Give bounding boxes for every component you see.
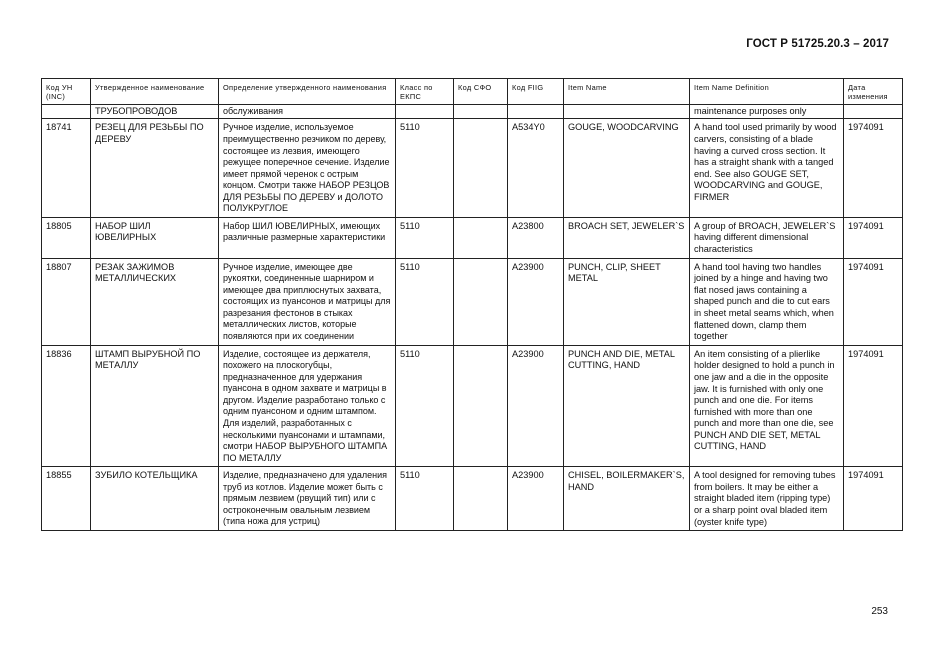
cell-item-name: PUNCH AND DIE, METAL CUTTING, HAND [564, 345, 690, 466]
cell-item-name [564, 104, 690, 119]
column-header-code-un: Код УН (INC) [42, 79, 91, 105]
cell-change-date: 1974091 [844, 119, 903, 217]
cell-approved-definition: обслуживания [219, 104, 396, 119]
cell-approved-name: ШТАМП ВЫРУБНОЙ ПО МЕТАЛЛУ [91, 345, 219, 466]
cell-code-un: 18805 [42, 217, 91, 258]
cell-code-un: 18741 [42, 119, 91, 217]
cell-ekps-class: 5110 [396, 258, 454, 345]
cell-item-name-definition: A hand tool used primarily by wood carvers, consisting of a blade having a curved cross section. It has a straight shank with a tanged end. See also GOUGE SET, WOODCARVING and GOUGE, FIRMER [690, 119, 844, 217]
cell-item-name-definition: maintenance purposes only [690, 104, 844, 119]
cell-sfo-code [454, 104, 508, 119]
cell-approved-definition: Ручное изделие, используемое преимущественно резчиком по дереву, состоящее из лезвия, имеющего режущее поперечное сечение. Изделие имеет прямой черенок с острым концом. Смотри также НАБОР РЕЗЦОВ ДЛЯ РЕЗЬБЫ ПО ДЕРЕВУ и ДОЛОТО ПОЛУКРУГЛОЕ [219, 119, 396, 217]
cell-ekps-class: 5110 [396, 345, 454, 466]
column-header-sfo-code: Код СФО [454, 79, 508, 105]
cell-fiig-code: A534Y0 [508, 119, 564, 217]
cell-approved-name: ЗУБИЛО КОТЕЛЬЩИКА [91, 467, 219, 531]
cell-approved-definition: Изделие, состоящее из держателя, похожего на плоскогубцы, предназначенное для удержания пуансона в одном захвате и матрицы в другом. Изделие разработано только с одним пуансоном и одним штампом. Для изделий, разработанных с несколькими пуансонами и штампами, смотри НАБОР ВЫРУБНОГО ШТАМПА ПО МЕТАЛЛУ [219, 345, 396, 466]
column-header-approved-name: Утвержденное наименование [91, 79, 219, 105]
document-title: ГОСТ Р 51725.20.3 – 2017 [746, 38, 889, 50]
cell-code-un: 18807 [42, 258, 91, 345]
cell-code-un [42, 104, 91, 119]
cell-change-date: 1974091 [844, 258, 903, 345]
cell-item-name-definition: An item consisting of a plierlike holder designed to hold a punch in one jaw and a die in the opposite jaw. It is furnished with only one punch and one die. For items furnished with more than one punch and more than one die, see PUNCH AND DIE SET, METAL CUTTING, HAND [690, 345, 844, 466]
cell-sfo-code [454, 345, 508, 466]
cell-code-un: 18836 [42, 345, 91, 466]
cell-item-name: GOUGE, WOODCARVING [564, 119, 690, 217]
cell-fiig-code: A23900 [508, 258, 564, 345]
table-body [42, 104, 903, 530]
table-header [42, 79, 903, 105]
cell-sfo-code [454, 217, 508, 258]
cell-approved-name: РЕЗАК ЗАЖИМОВ МЕТАЛЛИЧЕСКИХ [91, 258, 219, 345]
catalog-table [41, 78, 903, 531]
cell-code-un: 18855 [42, 467, 91, 531]
column-header-fiig-code: Код FIIG [508, 79, 564, 105]
cell-approved-name: РЕЗЕЦ ДЛЯ РЕЗЬБЫ ПО ДЕРЕВУ [91, 119, 219, 217]
cell-change-date: 1974091 [844, 467, 903, 531]
cell-item-name: BROACH SET, JEWELER`S [564, 217, 690, 258]
column-header-approved-definition: Определение утвержденного наименования [219, 79, 396, 105]
header-row [42, 79, 903, 105]
cell-item-name-definition: A group of BROACH, JEWELER`S having different dimensional characteristics [690, 217, 844, 258]
cell-ekps-class [396, 104, 454, 119]
column-header-item-name-definition: Item Name Definition [690, 79, 844, 105]
cell-ekps-class: 5110 [396, 467, 454, 531]
cell-item-name: CHISEL, BOILERMAKER`S, HAND [564, 467, 690, 531]
table-row [42, 258, 903, 345]
table-row [42, 217, 903, 258]
column-header-item-name: Item Name [564, 79, 690, 105]
cell-sfo-code [454, 119, 508, 217]
cell-approved-definition: Ручное изделие, имеющее две рукоятки, соединенные шарниром и имеющее два приплюснутых захвата, состоящих из пуансонов и матрицы для разрезания фестонов в стыках металлических листов, которые появляются при их соединении [219, 258, 396, 345]
cell-item-name: PUNCH, CLIP, SHEET METAL [564, 258, 690, 345]
column-header-change-date: Дата изменения [844, 79, 903, 105]
table-row [42, 467, 903, 531]
cell-approved-name: НАБОР ШИЛ ЮВЕЛИРНЫХ [91, 217, 219, 258]
cell-change-date: 1974091 [844, 345, 903, 466]
cell-change-date [844, 104, 903, 119]
cell-fiig-code [508, 104, 564, 119]
column-header-ekps-class: Класс по ЕКПС [396, 79, 454, 105]
table-row [42, 345, 903, 466]
table-row-continuation [42, 104, 903, 119]
cell-approved-name: ТРУБОПРОВОДОВ [91, 104, 219, 119]
cell-fiig-code: A23900 [508, 345, 564, 466]
cell-approved-definition: Изделие, предназначено для удаления труб из котлов. Изделие может быть с прямым лезвием (рвущий тип) или с остроконечным овальным лезвием (типа ножа для устриц) [219, 467, 396, 531]
cell-sfo-code [454, 258, 508, 345]
cell-sfo-code [454, 467, 508, 531]
cell-fiig-code: A23900 [508, 467, 564, 531]
cell-item-name-definition: A tool designed for removing tubes from boilers. It may be either a straight bladed item (ripping type) or a sharp point oval bladed item (oyster knife type) [690, 467, 844, 531]
cell-ekps-class: 5110 [396, 217, 454, 258]
cell-ekps-class: 5110 [396, 119, 454, 217]
cell-item-name-definition: A hand tool having two handles joined by a hinge and having two flat nosed jaws containing a shaped punch and die to cut ears in sheet metal seams which, when flattened down, clamp them together [690, 258, 844, 345]
cell-change-date: 1974091 [844, 217, 903, 258]
cell-approved-definition: Набор ШИЛ ЮВЕЛИРНЫХ, имеющих различные размерные характеристики [219, 217, 396, 258]
table-row [42, 119, 903, 217]
page-number: 253 [871, 606, 888, 617]
cell-fiig-code: A23800 [508, 217, 564, 258]
